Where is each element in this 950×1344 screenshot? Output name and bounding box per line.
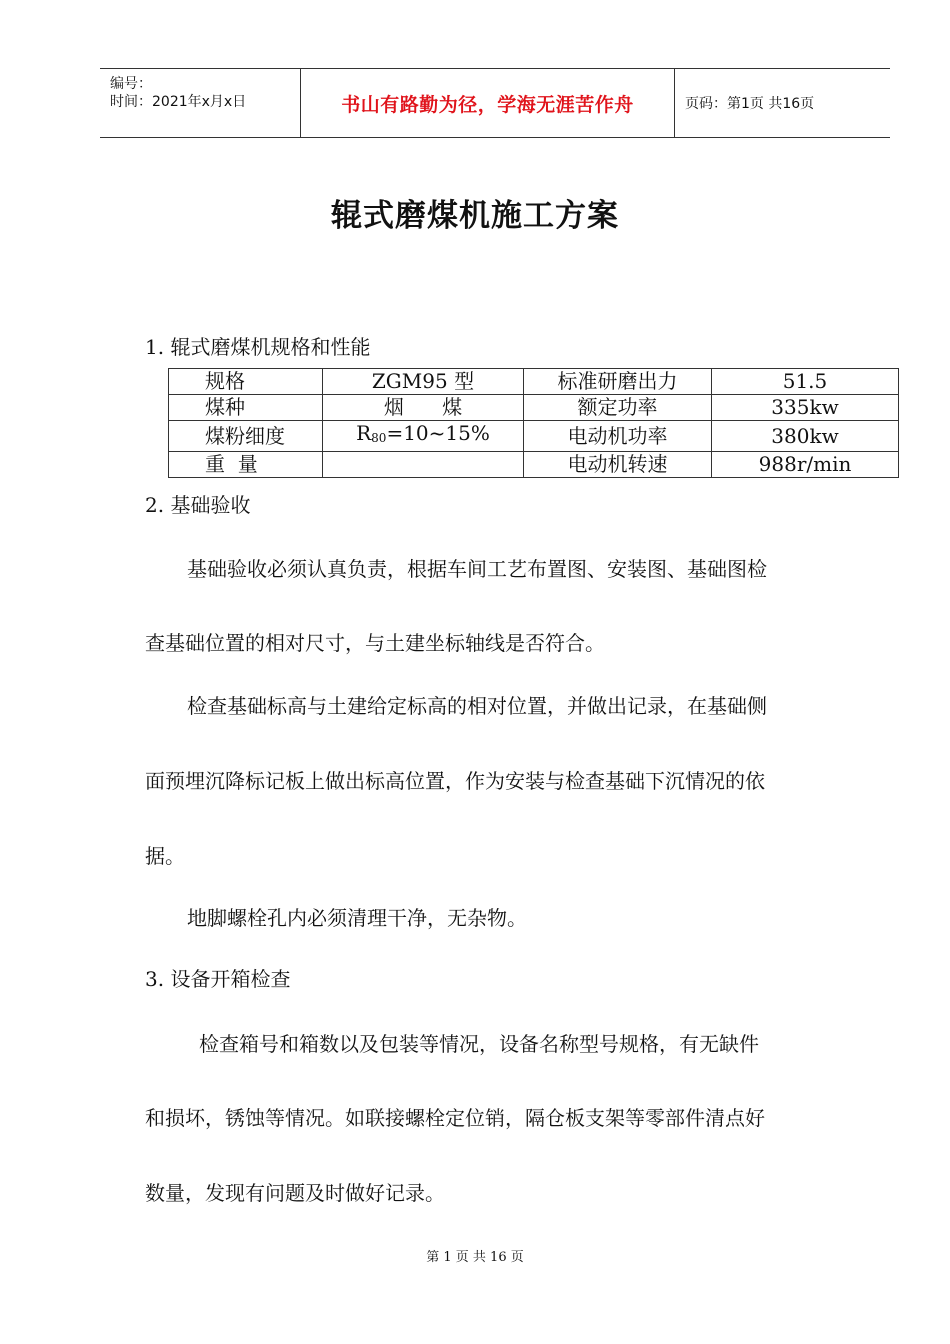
spec-label: 规格 [169, 369, 323, 395]
spec-value [323, 421, 524, 452]
section-3-heading: 3. 设备开箱检查 [145, 967, 291, 991]
paragraph-line: 据。 [145, 844, 185, 868]
spec-label: 额定功率 [524, 395, 712, 421]
fineness-symbol: R [356, 421, 372, 445]
spec-label: 煤粉细度 [169, 421, 323, 452]
fineness-subscript: 80 [371, 431, 387, 445]
spec-label: 标准研磨出力 [524, 369, 712, 395]
spec-table [168, 368, 899, 478]
table-row [169, 452, 899, 478]
spec-value: ZGM95 型 [323, 369, 524, 395]
table-row [169, 421, 899, 452]
paragraph-line: 查基础位置的相对尺寸，与土建坐标轴线是否符合。 [145, 631, 605, 655]
spec-value: 380kw [712, 421, 899, 452]
paragraph-line: 面预埋沉降标记板上做出标高位置，作为安装与检查基础下沉情况的依 [145, 769, 765, 793]
paragraph-line: 地脚螺栓孔内必须清理干净，无杂物。 [187, 906, 527, 930]
page-footer: 第 1 页 共 16 页 [426, 1250, 524, 1265]
spec-label: 电动机转速 [524, 452, 712, 478]
spec-label: 电动机功率 [524, 421, 712, 452]
spec-label: 重 量 [169, 452, 323, 478]
section-1-heading: 1. 辊式磨煤机规格和性能 [145, 335, 371, 359]
document-date: 时间：2021年x月x日 [110, 94, 247, 110]
spec-value: 51.5 [712, 369, 899, 395]
paragraph-line: 和损坏，锈蚀等情况。如联接螺栓定位销，隔仓板支架等零部件清点好 [145, 1106, 765, 1130]
header-meta [100, 69, 301, 137]
spec-value [323, 452, 524, 478]
document-header [100, 68, 890, 138]
table-row [169, 395, 899, 421]
header-motto-cell [301, 69, 675, 137]
spec-value: 335kw [712, 395, 899, 421]
spec-value: 988r/min [712, 452, 899, 478]
paragraph-line: 检查基础标高与土建给定标高的相对位置，并做出记录，在基础侧 [187, 694, 767, 718]
paragraph-line: 基础验收必须认真负责，根据车间工艺布置图、安装图、基础图检 [187, 557, 767, 581]
document-title: 辊式磨煤机施工方案 [331, 198, 619, 234]
paragraph-line: 检查箱号和箱数以及包装等情况，设备名称型号规格，有无缺件 [199, 1032, 759, 1056]
table-row [169, 369, 899, 395]
header-page-cell [675, 69, 890, 137]
page-info: 页码：第1页 共16页 [685, 96, 815, 112]
section-2-heading: 2. 基础验收 [145, 493, 251, 517]
motto-text: 书山有路勤为径，学海无涯苦作舟 [341, 93, 634, 116]
paragraph-line: 数量，发现有问题及时做好记录。 [145, 1181, 445, 1205]
fineness-range: =10~15% [386, 421, 490, 445]
document-number-label: 编号： [110, 76, 152, 92]
spec-label: 煤种 [169, 395, 323, 421]
spec-value: 烟 煤 [323, 395, 524, 421]
